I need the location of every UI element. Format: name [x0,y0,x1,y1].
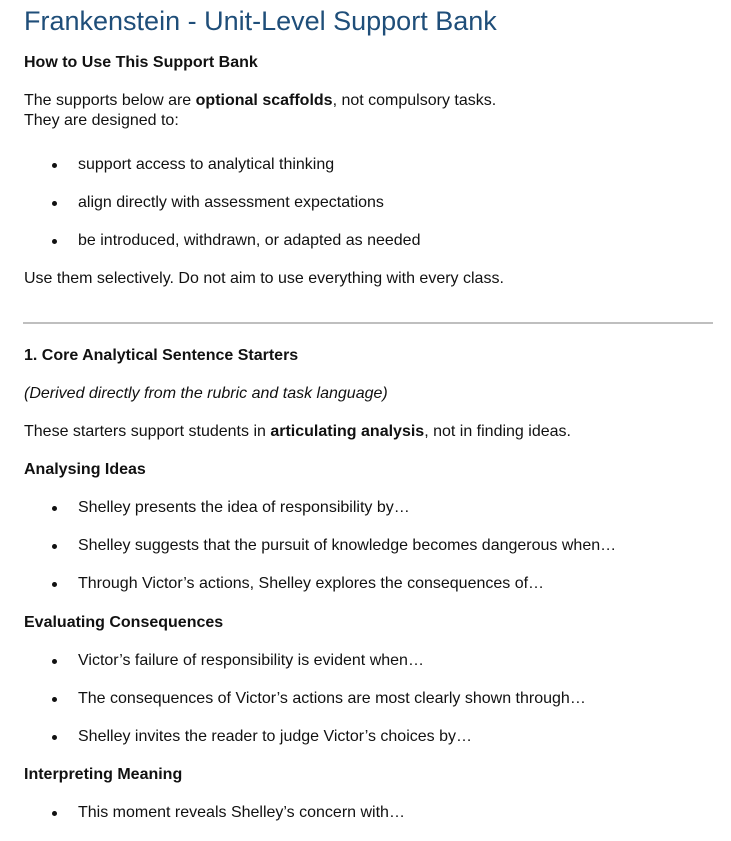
list-item: Through Victor’s actions, Shelley explores the consequences of… [24,574,616,612]
section-divider [23,322,713,324]
evaluating-consequences-list [24,651,586,765]
list-item: Victor’s failure of responsibility is evident when… [24,651,586,689]
bullet-icon [52,201,57,206]
how-to-designed-to: They are designed to: [24,112,179,129]
bullet-icon [52,582,57,587]
bullet-icon [52,544,57,549]
list-item: Shelley presents the idea of responsibility by… [24,498,616,536]
bullet-icon [52,735,57,740]
section1-intro-suffix: , not in finding ideas. [424,423,571,440]
group-heading-analysing-ideas: Analysing Ideas [24,461,146,478]
list-item: This moment reveals Shelley’s concern with… [24,803,405,841]
document-title: Frankenstein - Unit-Level Support Bank [24,6,497,36]
list-item: Shelley suggests that the pursuit of knowledge becomes dangerous when… [24,536,616,574]
analysing-ideas-list [24,498,616,612]
document-page [24,0,714,821]
list-item: The consequences of Victor’s actions are most clearly shown through… [24,689,586,727]
how-to-intro-prefix: The supports below are [24,92,196,109]
how-to-intro-suffix: , not compulsory tasks. [332,92,497,109]
list-item: support access to analytical thinking [24,155,420,193]
bullet-icon [52,239,57,244]
bullet-icon [52,811,57,816]
how-to-bullet-list [24,155,420,269]
list-item: be introduced, withdrawn, or adapted as needed [24,231,420,269]
list-item: Shelley invites the reader to judge Victor’s choices by… [24,727,586,765]
how-to-heading: How to Use This Support Bank [24,54,258,71]
interpreting-meaning-list [24,803,405,841]
how-to-intro-bold: optional scaffolds [195,92,333,109]
how-to-closing: Use them selectively. Do not aim to use everything with every class. [24,270,504,287]
how-to-intro [24,91,496,111]
section1-intro [24,422,571,442]
section1-intro-bold: articulating analysis [270,423,425,440]
bullet-icon [52,506,57,511]
section1-intro-prefix: These starters support students in [24,423,271,440]
list-item: align directly with assessment expectations [24,193,420,231]
section1-heading: 1. Core Analytical Sentence Starters [24,347,299,364]
section1-note: (Derived directly from the rubric and task language) [24,385,388,402]
group-heading-evaluating-consequences: Evaluating Consequences [24,614,224,631]
bullet-icon [52,163,57,168]
bullet-icon [52,659,57,664]
group-heading-interpreting-meaning: Interpreting Meaning [24,766,183,783]
bullet-icon [52,697,57,702]
